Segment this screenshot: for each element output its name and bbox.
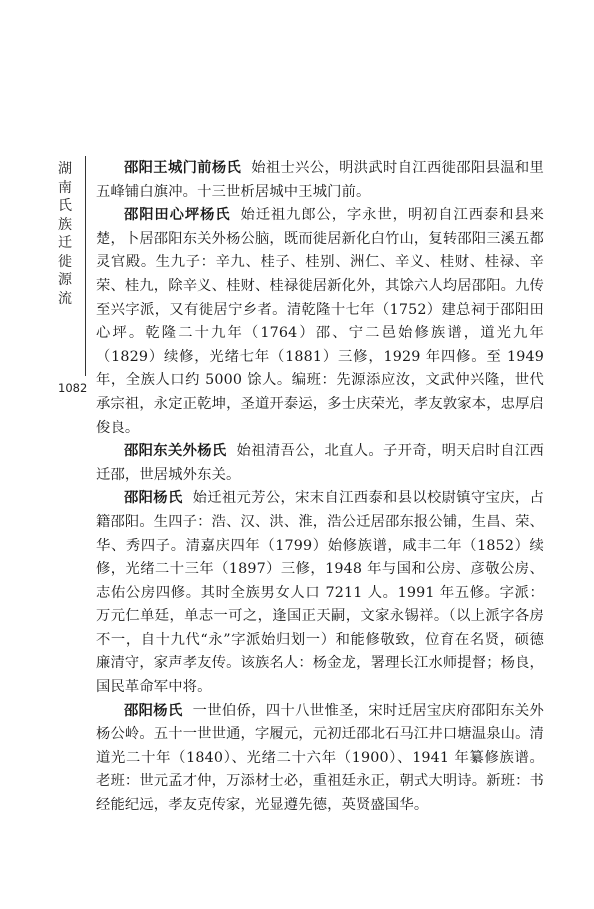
book-title-char: 徙 (58, 253, 72, 270)
clan-entry (96, 157, 544, 204)
book-title-char: 南 (58, 179, 72, 196)
book-title-char: 湖 (58, 161, 72, 177)
book-title-char: 流 (58, 290, 72, 307)
clan-description: 始祖士兴公，明洪武时自江西徙邵阳县温和里五峰铺白旗冲。十三世析居城中王城门前。 (96, 160, 544, 200)
page-body (96, 157, 544, 818)
clan-name: 邵阳杨氏 (124, 702, 183, 719)
clan-entry (96, 204, 544, 440)
clan-entry (96, 700, 544, 818)
book-title-vertical (56, 160, 74, 308)
clan-description: 一世伯侨，四十八世惟圣，宋时迁居宝庆府邵阳东关外杨公岭。五十一世世通，字履元，元初迁邵北石马江井口塘温泉山。清道光二十年（1840）、光绪二十六年（1900）、1941 年纂修族谱。老班：世元孟才仲，万添材士必，重祖廷永正，朝式大明诗。新班：书经能纪远，孝友克传家，光显遵先德，英贤盛国华。 (96, 702, 544, 814)
clan-entry (96, 440, 544, 487)
book-title-char: 源 (58, 272, 72, 288)
clan-description: 始祖清吾公，北直人。子开奇，明天启时自江西迁邵，世居城外东关。 (96, 443, 544, 483)
clan-name: 邵阳田心坪杨氏 (124, 207, 231, 224)
book-title-char: 氏 (58, 198, 72, 214)
book-title-char: 族 (58, 216, 72, 233)
page-number: 1082 (58, 381, 88, 395)
book-title-char: 迁 (58, 235, 72, 251)
margin-rule (85, 156, 86, 376)
clan-name: 邵阳王城门前杨氏 (124, 160, 242, 176)
clan-description: 始迁祖元芳公，宋末自江西泰和县以校尉镇守宝庆，占籍邵阳。生四子：浩、汉、洪、淮，浩公迁居邵东报公铺，生昌、荣、华、秀四子。清嘉庆四年（1799）始修族谱，咸丰二年（1852）续修，光绪二十三年（1897）三修，1948 年与国和公房、彦敬公房、志佑公房四修。其时全族男女人口 7211 人。1991 年五修。字派：万元仁单廷，单志一可之，逢国正天嗣，文家永锡祥。（以上派字各房不一，自十九代“永”字派始归划一）和能修敬致，位育在名贤，硕德廉清守，家声孝友传。该族名人：杨金龙，署理长江水师提督；杨良，国民革命军中将。 (96, 490, 544, 696)
clan-description: 始迁祖九郎公，字永世，明初自江西泰和县来楚，卜居邵阳东关外杨公脑，既而徙居新化白竹山，复转邵阳三溪五都灵官殿。生九子：辛九、桂子、桂别、洲仁、辛义、桂财、桂禄、辛荣、桂九，除辛义、桂财、桂禄徙居新化外，其馀六人均居邵阳。九传至兴字派，又有徙居宁乡者。清乾隆十七年（1752）建总祠于邵阳田心坪。乾隆二十九年（1764）邵、宁二邑始修族谱，道光九年（1829）续修，光绪七年（1881）三修，1929 年四修。至 1949 年，全族人口约 5000 馀人。编班：先源添应汝，文武仲兴隆，世代承宗祖，永定正乾坤，圣道开泰运，多士庆荣光，孝友敦家本，忠厚启俊良。 (96, 207, 544, 436)
clan-name: 邵阳东关外杨氏 (124, 443, 227, 460)
clan-name: 邵阳杨氏 (124, 490, 183, 507)
clan-entry (96, 487, 544, 699)
